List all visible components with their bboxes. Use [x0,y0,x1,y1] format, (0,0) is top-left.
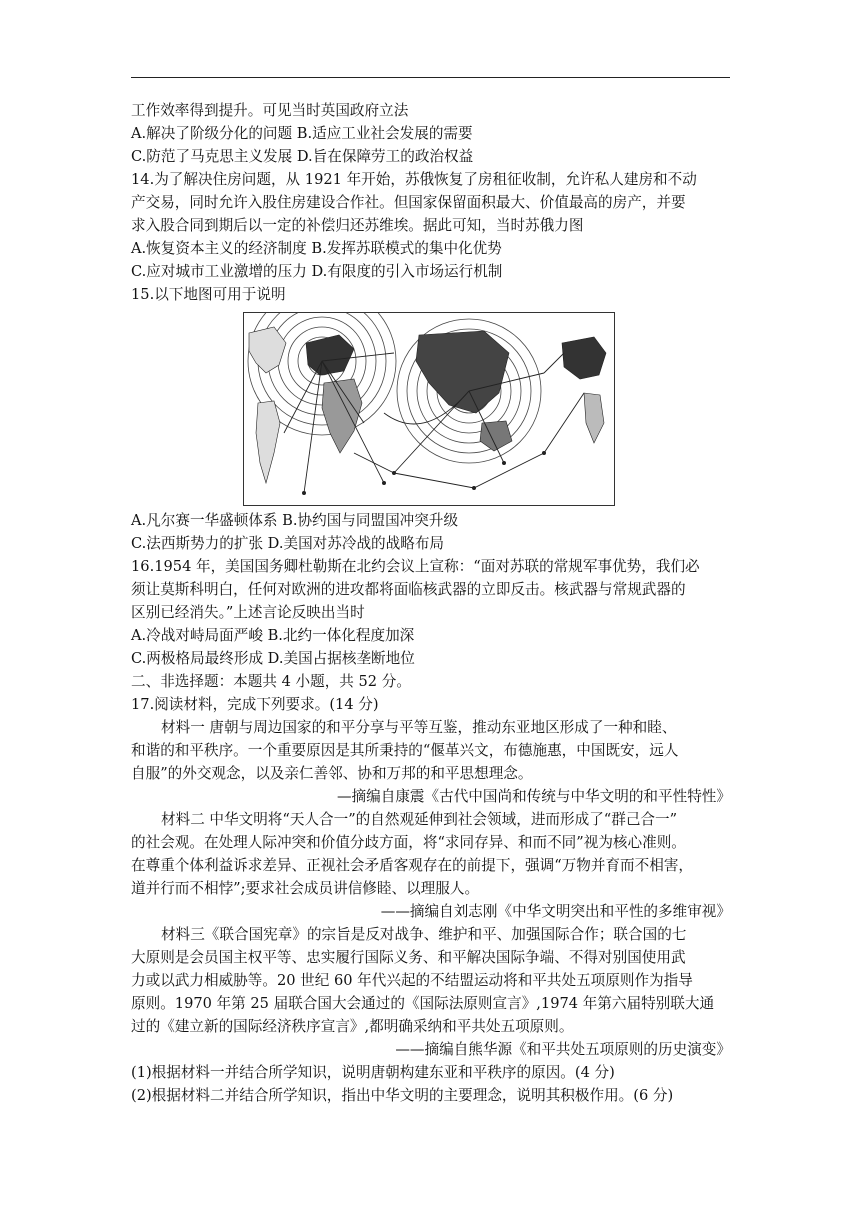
q14-options-cd: C.应对城市工业激增的压力 D.有限度的引入市场运行机制 [131,263,503,280]
material-one-line: 自服”的外交观念，以及亲仁善邻、协和万邦的和平思想理念。 [131,765,533,782]
material-two-line: 在尊重个体利益诉求差异、正视社会矛盾客观存在的前提下，强调“万物并育而不相害， [131,857,694,874]
q16-options-ab: A.冷战对峙局面严峻 B.北约一体化程度加深 [131,627,415,644]
material-three-source: ——摘编自熊华源《和平共处五项原则的历史演变》 [395,1041,731,1058]
material-three-line: 过的《建立新的国际经济秩序宣言》,都明确采纳和平共处五项原则。 [131,1018,574,1035]
material-one-source: —摘编自康震《古代中国尚和传统与中华文明的和平性特性》 [336,788,731,805]
material-three-line: 材料三《联合国宪章》的宗旨是反对战争、维护和平、加强国际合作；联合国的七 [161,926,687,943]
q15-options-ab: A.凡尔赛一华盛顿体系 B.协约国与同盟国冲突升级 [131,512,459,529]
material-two-line: 的社会观。在处理人际冲突和价值分歧方面，将“求同存异、和而不同”视为核心准则。 [131,834,686,851]
q16-options-cd: C.两极格局最终形成 D.美国占据核垄断地位 [131,650,415,667]
header-rule [131,77,730,78]
material-three-line: 力或以武力相威胁等。20 世纪 60 年代兴起的不结盟运动将和平共处五项原则作为指导 [131,972,693,989]
material-two-line: 材料二 中华文明将“天人合一”的自然观延伸到社会领域，进而形成了“群己合一” [161,811,678,828]
q13-stem-tail: 工作效率得到提升。可见当时英国政府立法 [131,102,409,119]
q14-stem-line: 14.为了解决住房问题，从 1921 年开始，苏俄恢复了房租征收制，允许私人建房和不动 [131,171,697,188]
q13-options-ab: A.解决了阶级分化的问题 B.适应工业社会发展的需要 [131,125,473,142]
q16-stem-line: 须让莫斯科明白，任何对欧洲的进攻都将面临核武器的立即反击。核武器与常规武器的 [131,581,686,598]
material-two-source: ——摘编自刘志刚《中华文明突出和平性的多维审视》 [380,903,731,920]
q14-stem-line: 求入股合同到期后以一定的补偿归还苏维埃。据此可知，当时苏俄力图 [131,217,584,234]
section-two-heading: 二、非选择题：本题共 4 小题，共 52 分。 [131,673,411,690]
q15-stem: 15.以下地图可用于说明 [131,286,286,303]
q14-stem-line: 产交易，同时允许入股住房建设合作社。但国家保留面积最大、价值最高的房产，并要 [131,194,686,211]
q14-options-ab: A.恢复资本主义的经济制度 B.发挥苏联模式的集中化优势 [131,240,502,257]
q16-stem-line: 16.1954 年，美国国务卿杜勒斯在北约会议上宣称：“面对苏联的常规军事优势，我们必 [131,558,700,575]
q15-options-cd: C.法西斯势力的扩张 D.美国对苏冷战的战略布局 [131,535,445,552]
exam-page-content [131,99,731,1107]
q17-stem: 17.阅读材料，完成下列要求。(14 分) [131,696,379,713]
material-one-line: 和谐的和平秩序。一个重要原因是其所秉持的“偃革兴文，布德施惠，中国既安，远人 [131,742,679,759]
material-three-line: 大原则是会员国主权平等、忠实履行国际义务、和平解决国际争端、不得对别国使用武 [131,949,686,966]
q16-stem-line: 区别已经消失。”上述言论反映出当时 [131,604,365,621]
material-two-line: 道并行而不相悖”;要求社会成员讲信修睦、以理服人。 [131,880,480,897]
material-three-line: 原则。1970 年第 25 届联合国大会通过的《国际法原则宣言》,1974 年第六届特别联大通 [131,995,715,1012]
q17-subquestion-1: (1)根据材料一并结合所学知识，说明唐朝构建东亚和平秩序的原因。(4 分) [131,1064,615,1081]
material-one-line: 材料一 唐朝与周边国家的和平分享与平等互鉴，推动东亚地区形成了一种和睦、 [161,719,677,736]
q17-subquestion-2: (2)根据材料二并结合所学知识，指出中华文明的主要理念，说明其积极作用。(6 分) [131,1087,674,1104]
q13-options-cd: C.防范了马克思主义发展 D.旨在保障劳工的政治权益 [131,148,474,165]
world-map-illustration [244,313,614,505]
world-map-figure [243,312,615,506]
